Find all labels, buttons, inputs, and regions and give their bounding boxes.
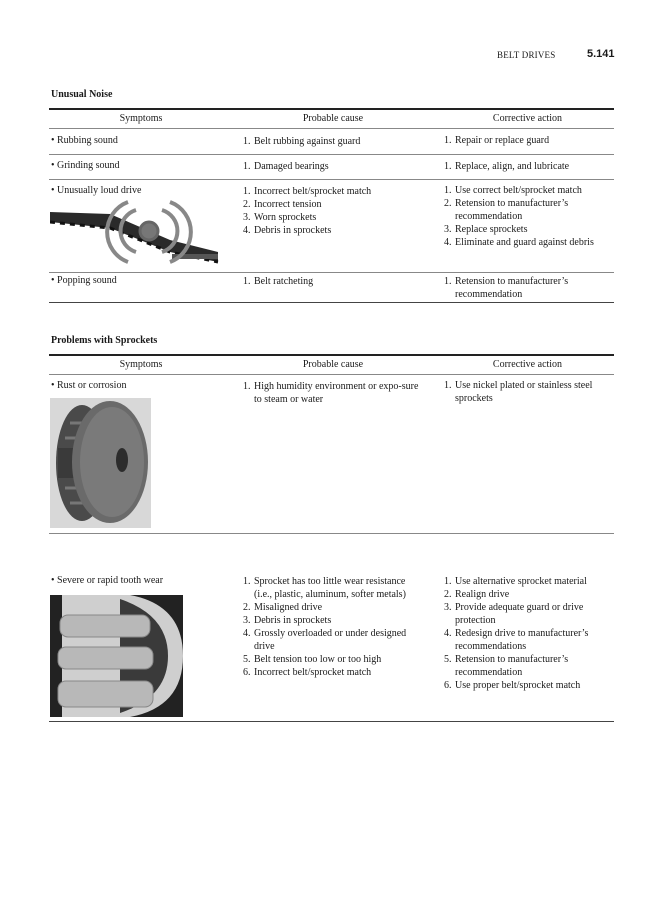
table-bottom-rule <box>49 721 614 722</box>
list-item: 1. Belt ratcheting <box>243 276 314 287</box>
symptom: • Severe or rapid tooth wear <box>51 575 164 586</box>
list-item: 6. Use proper belt/sprocket match <box>444 680 581 691</box>
section-title-sprockets: Problems with Sprockets <box>51 335 158 346</box>
cause-list <box>243 380 423 406</box>
list-item: 1. Replace, align, and lubricate <box>444 161 570 172</box>
list-item: 1. Repair or replace guard <box>444 135 550 146</box>
row-rule <box>49 272 614 273</box>
symptom: • Grinding sound <box>51 160 120 171</box>
list-item: 4. Eliminate and guard against debris <box>444 237 594 248</box>
col-header-cause: Probable cause <box>302 359 364 370</box>
table-top-rule <box>49 354 614 356</box>
list-item: 1. Belt rubbing against guard <box>243 136 361 147</box>
running-header-section: BELT DRIVES <box>497 50 556 60</box>
list-item: 3. Provide adequate guard or drive protection <box>444 602 584 626</box>
action-list <box>444 575 604 692</box>
list-item: 4. Redesign drive to manufacturer’s recommendations <box>444 628 589 652</box>
page-number: 5.141 <box>587 48 615 60</box>
row-rule <box>49 533 614 534</box>
list-item: 2. Misaligned drive <box>243 602 323 613</box>
cause-list <box>243 160 423 173</box>
symptom: • Rubbing sound <box>51 135 118 146</box>
list-item: 1. Incorrect belt/sprocket match <box>243 186 372 197</box>
list-item: 3. Worn sprockets <box>243 212 317 223</box>
list-item: 2. Retension to manufacturer’s recommendation <box>444 198 569 222</box>
section-title-unusual-noise: Unusual Noise <box>51 89 113 100</box>
list-item: 1. High humidity environment or expo-sure to steam or water <box>243 381 419 405</box>
col-header-action: Corrective action <box>492 359 563 370</box>
list-item: 1. Damaged bearings <box>243 161 329 172</box>
list-item: 1. Use correct belt/sprocket match <box>444 185 582 196</box>
symptom: • Unusually loud drive <box>51 185 142 196</box>
table-bottom-rule <box>49 302 614 303</box>
col-header-symptoms: Symptoms <box>119 113 163 124</box>
row-rule <box>49 154 614 155</box>
table-top-rule <box>49 108 614 110</box>
action-list <box>444 184 604 249</box>
cause-list <box>243 135 423 148</box>
sprocket-image <box>50 398 151 528</box>
list-item: 2. Incorrect tension <box>243 199 322 210</box>
list-item: 6. Incorrect belt/sprocket match <box>243 667 372 678</box>
symptom: • Popping sound <box>51 275 117 286</box>
col-header-symptoms: Symptoms <box>119 359 163 370</box>
list-item: 1. Sprocket has too little wear resistance (i.e., plastic, aluminum, softer metals) <box>243 576 406 600</box>
list-item: 3. Replace sprockets <box>444 224 528 235</box>
action-list <box>444 134 616 147</box>
list-item: 1. Use alternative sprocket material <box>444 576 587 587</box>
list-item: 3. Debris in sprockets <box>243 615 332 626</box>
cause-list <box>243 185 423 237</box>
list-item: 5. Belt tension too low or too high <box>243 654 382 665</box>
header-rule <box>49 374 614 375</box>
list-item: 4. Grossly overloaded or under designed drive <box>243 628 407 652</box>
header-rule <box>49 128 614 129</box>
cause-list <box>243 275 423 288</box>
action-list <box>444 275 604 301</box>
list-item: 4. Debris in sprockets <box>243 225 332 236</box>
list-item: 2. Realign drive <box>444 589 510 600</box>
cause-list <box>243 575 423 679</box>
list-item: 1. Retension to manufacturer’s recommendation <box>444 276 569 300</box>
action-list <box>444 160 616 173</box>
symptom: • Rust or corrosion <box>51 380 127 391</box>
col-header-cause: Probable cause <box>302 113 364 124</box>
worn-sprocket-image <box>50 595 183 717</box>
list-item: 5. Retension to manufacturer’s recommendation <box>444 654 569 678</box>
col-header-action: Corrective action <box>492 113 563 124</box>
action-list <box>444 379 616 405</box>
list-item: 1. Use nickel plated or stainless steel sprockets <box>444 380 593 404</box>
row-rule <box>49 179 614 180</box>
noisy-belt-image <box>50 200 220 272</box>
